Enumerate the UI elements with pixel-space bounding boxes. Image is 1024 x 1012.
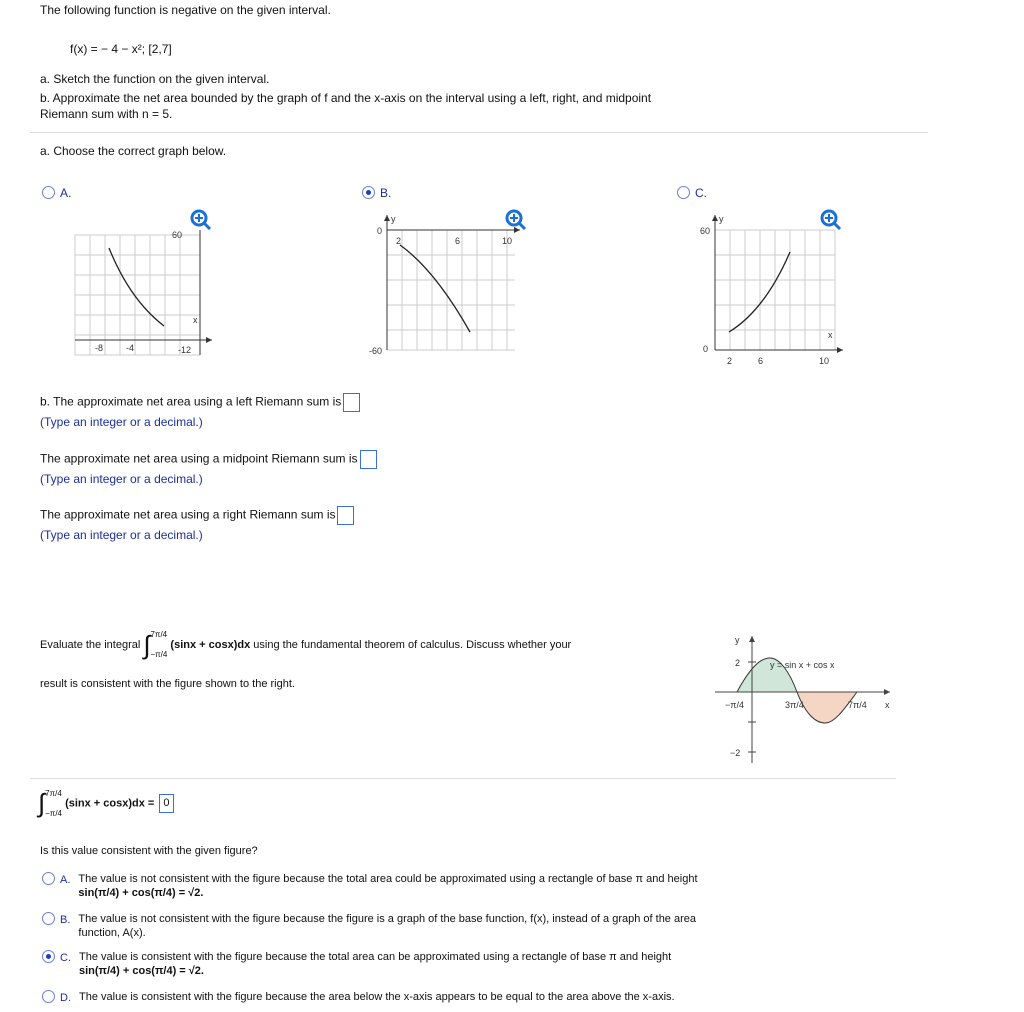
left-sum-question <box>40 393 360 412</box>
divider <box>30 778 896 779</box>
tick-label: 6 <box>455 236 461 246</box>
option-text: The value is not consistent with the figure because the total area could be approximated using a rectangle of base π and height <box>78 873 698 885</box>
integral-answer-input[interactable]: 0 <box>159 794 173 813</box>
right-sum-question <box>40 506 354 525</box>
upper-limit: 7π/4 <box>150 630 168 640</box>
tick-label: -60 <box>369 346 383 356</box>
integral-sign: ∫ <box>38 788 46 818</box>
tick-label: 2 <box>396 236 402 246</box>
radio-c[interactable] <box>677 186 690 199</box>
option-text: The value is consistent with the figure because the area below the x-axis appears to be equal to the area above the x-axis. <box>79 991 675 1003</box>
hint-text: (Type an integer or a decimal.) <box>40 472 203 486</box>
answer-option-a[interactable] <box>42 872 698 900</box>
tick-label: 2 <box>727 356 733 366</box>
midpoint-sum-label: The approximate net area using a midpoint Riemann sum is <box>40 451 358 466</box>
choose-graph-text: a. Choose the correct graph below. <box>40 144 227 158</box>
option-label: C. <box>60 952 71 964</box>
answer-option-b[interactable] <box>42 912 696 940</box>
answer-option-c[interactable] <box>42 950 671 978</box>
option-c-label: C. <box>695 186 707 200</box>
lower-limit: −π/4 <box>150 650 168 660</box>
option-c[interactable] <box>677 186 707 200</box>
option-text: The value is consistent with the figure because the total area can be approximated using a rectangle of base π and height <box>79 951 672 963</box>
evaluate-post: using the fundamental theorem of calculus. Discuss whether your <box>253 639 572 651</box>
tick-label: 10 <box>502 236 513 246</box>
tick-label: -8 <box>95 343 104 353</box>
option-text-2: sin(π/4) + cos(π/4) = √2. <box>78 887 204 899</box>
tick-label: -12 <box>178 345 192 355</box>
tick-label: y <box>391 214 396 224</box>
hint-text: (Type an integer or a decimal.) <box>40 528 203 542</box>
tick-label: 0 <box>703 344 709 354</box>
midpoint-sum-question <box>40 450 377 469</box>
consistency-question: Is this value consistent with the given figure? <box>40 845 258 857</box>
zoom-icon[interactable] <box>820 209 844 236</box>
option-text-2: sin(π/4) + cos(π/4) = √2. <box>79 965 204 977</box>
part-a-text: a. Sketch the function on the given interval. <box>40 72 270 86</box>
zoom-icon[interactable] <box>190 209 214 236</box>
option-label: D. <box>60 992 71 1004</box>
tick-label: −2 <box>730 748 741 758</box>
equation-label: y = sin x + cos x <box>770 660 835 670</box>
part-b-text: b. Approximate the net area bounded by the graph of f and the x-axis on the interval using a left, right, and midpoint Riemann sum with n = 5. <box>40 91 652 121</box>
tick-label: 2 <box>735 658 741 668</box>
hint-text: (Type an integer or a decimal.) <box>40 415 203 429</box>
left-sum-input[interactable] <box>343 393 360 412</box>
tick-label: 0 <box>377 226 383 236</box>
x-axis-label: x <box>885 700 890 710</box>
option-b[interactable] <box>362 186 391 200</box>
radio-d[interactable] <box>42 990 55 1003</box>
tick-label: x <box>828 330 833 340</box>
function-text: f(x) = − 4 − x²; [2,7] <box>70 42 172 56</box>
radio-b[interactable] <box>362 186 375 199</box>
y-axis-label: y <box>735 635 740 645</box>
option-label: B. <box>60 914 71 926</box>
divider <box>30 132 928 133</box>
tick-label: y <box>719 214 724 224</box>
tick-label: x <box>193 315 198 325</box>
lower-limit: −π/4 <box>45 808 62 818</box>
graph-b <box>355 210 525 360</box>
tick-label: 60 <box>172 230 183 240</box>
tick-label: 60 <box>700 226 711 236</box>
evaluate-text <box>40 630 720 660</box>
evaluate-label: Evaluate the integral <box>40 639 141 651</box>
answer-integrand: (sinx + cosx)dx = <box>65 797 155 810</box>
tick-label: −π/4 <box>725 700 744 710</box>
answer-option-d[interactable] <box>42 990 675 1005</box>
radio-a[interactable] <box>42 186 55 199</box>
upper-limit: 7π/4 <box>45 788 62 798</box>
radio-a[interactable] <box>42 872 55 885</box>
right-sum-label: The approximate net area using a right Riemann sum is <box>40 507 336 522</box>
option-b-label: B. <box>380 186 392 200</box>
answer-line <box>38 788 174 819</box>
option-label: A. <box>60 874 71 886</box>
left-sum-label: b. The approximate net area using a left Riemann sum is <box>40 394 342 409</box>
zoom-icon[interactable] <box>505 209 529 236</box>
tick-label: 7π/4 <box>848 700 867 710</box>
option-a-label: A. <box>60 186 72 200</box>
option-a[interactable] <box>42 186 71 200</box>
integral-sign: ∫ <box>143 630 151 661</box>
sin-cos-figure <box>705 628 900 768</box>
tick-label: -4 <box>126 343 135 353</box>
midpoint-sum-input[interactable] <box>360 450 377 469</box>
right-sum-input[interactable] <box>337 506 354 525</box>
option-text-2: function, A(x). <box>78 927 146 939</box>
evaluate-line2: result is consistent with the figure shown to the right. <box>40 678 295 690</box>
tick-label: 6 <box>758 356 764 366</box>
integrand: (sinx + cosx)dx <box>170 639 251 651</box>
radio-b[interactable] <box>42 912 55 925</box>
tick-label: 10 <box>819 356 830 366</box>
intro-text: The following function is negative on the given interval. <box>40 3 331 17</box>
option-text: The value is not consistent with the figure because the figure is a graph of the base function, f(x), instead of a graph of the area <box>78 913 697 925</box>
radio-c[interactable] <box>42 950 55 963</box>
tick-label: 3π/4 <box>785 700 804 710</box>
